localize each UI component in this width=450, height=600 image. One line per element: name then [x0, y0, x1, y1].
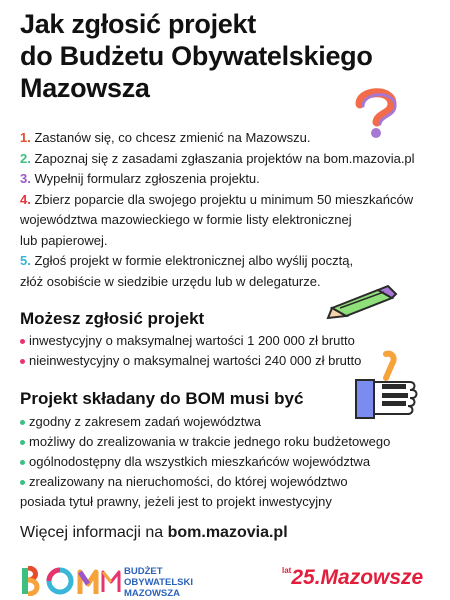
title-line-3: Mazowsza: [20, 73, 150, 103]
list-item: zrealizowany na nieruchomości, do której województwo: [20, 472, 440, 492]
step-4: [20, 190, 450, 252]
bom-logo-text: BUDŻET OBYWATELSKI MAZOWSZA: [124, 566, 193, 599]
more-info-prefix: Więcej informacji na: [20, 524, 168, 541]
step-number: 2.: [20, 150, 31, 166]
list-item-continuation: posiada tytuł prawny, jeżeli jest to projekt inwestycyjny: [20, 494, 332, 509]
section2-list: [20, 412, 440, 512]
step-1: [20, 128, 450, 149]
bullet-dot: [20, 480, 25, 485]
step-text: Zastanów się, co chcesz zmienić na Mazowszu.: [34, 130, 311, 145]
step-text: województwa mazowieckiego w formie listy elektronicznej: [20, 212, 352, 227]
mazowsze-25-logo: $^{lat}$25.Mazowsze: [282, 566, 424, 589]
step-text: złóż osobiście w siedzibie urzędu lub w delegaturze.: [20, 273, 321, 289]
step-text: Zapoznaj się z zasadami zgłaszania projektów na bom.mazovia.pl: [34, 150, 415, 166]
more-info: [20, 524, 288, 542]
section1-heading: Możesz zgłosić projekt: [20, 309, 205, 328]
title-line-2: do Budżetu Obywatelskiego: [20, 41, 373, 71]
step-number: 3.: [20, 171, 31, 186]
steps-list: [20, 128, 450, 292]
bullet-dot: [20, 339, 25, 344]
step-2: [20, 149, 450, 170]
section2-heading: Projekt składany do BOM musi być: [20, 389, 304, 408]
step-text: Zbierz poparcie dla swojego projektu u minimum 50 mieszkańców: [34, 191, 414, 207]
title-line-1: Jak zgłosić projekt: [20, 9, 256, 39]
more-info-link[interactable]: bom.mazovia.pl: [167, 524, 288, 541]
list-item: nieinwestycyjny o maksymalnej wartości 240 000 zł brutto: [20, 351, 440, 371]
list-item: zgodny z zakresem zadań województwa: [20, 412, 440, 432]
step-text: lub papierowej.: [20, 232, 108, 248]
step-3: [20, 169, 450, 190]
step-text: Zgłoś projekt w formie elektronicznej albo wyślij pocztą,: [34, 253, 354, 268]
bullet-dot: [20, 420, 25, 425]
bullet-dot: [20, 440, 25, 445]
list-item: inwestycyjny o maksymalnej wartości 1 200 000 zł brutto: [20, 331, 440, 351]
list-item: możliwy do zrealizowania w trakcie jednego roku budżetowego: [20, 432, 440, 452]
step-number: 1.: [20, 130, 31, 145]
bullet-dot: [20, 460, 25, 465]
step-number: 5.: [20, 253, 31, 268]
list-item: ogólnodostępny dla wszystkich mieszkańców województwa: [20, 452, 440, 472]
pencil-icon: [326, 284, 398, 320]
step-number: 4.: [20, 191, 31, 207]
bom-small-logo-icon: [100, 568, 122, 594]
step-text: Wypełnij formularz zgłoszenia projektu.: [34, 171, 260, 186]
bullet-dot: [20, 359, 25, 364]
